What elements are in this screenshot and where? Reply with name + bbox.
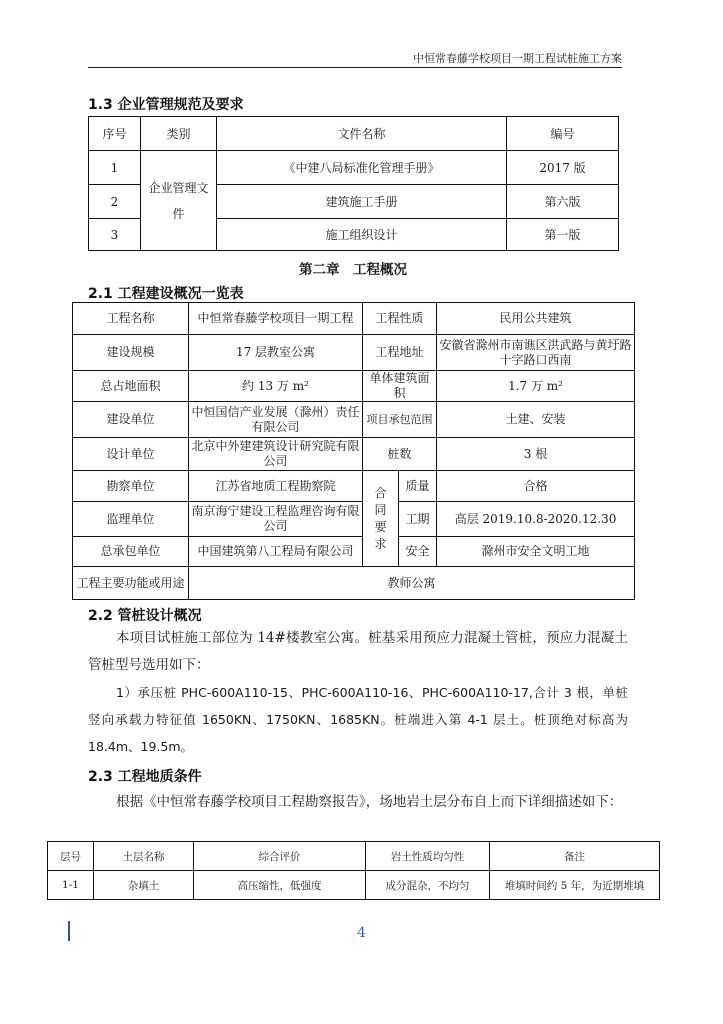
col-header: 备注 [490,842,660,871]
col-header: 土层名称 [94,842,194,871]
doc-code: 第一版 [507,219,619,251]
table-header-row [48,842,660,871]
value-cell: 中国建筑第八工程局有限公司 [189,537,363,567]
layer-no: 1-1 [48,871,94,900]
category-cell: 企业管理文件 [141,151,217,251]
table-row [73,438,635,471]
label-cell: 勘察单位 [73,471,189,502]
label-cell: 工程主要功能或用途 [73,567,189,600]
col-header: 岩土性质均匀性 [366,842,490,871]
label-cell: 总承包单位 [73,537,189,567]
value-cell: 合格 [437,471,635,502]
chapter-title: 第二章 工程概况 [299,262,407,278]
value-cell: 1.7 万 m² [437,371,635,402]
value-cell: 北京中外建建筑设计研究院有限公司 [189,438,363,471]
doc-code: 第六版 [507,185,619,219]
row-number: 3 [89,219,141,251]
section-2-3-title: 2.3 工程地质条件 [88,769,202,785]
value-cell: 安徽省滁州市南谯区洪武路与黄圩路十字路口西南 [437,335,635,371]
col-header: 综合评价 [194,842,366,871]
contract-req-cell: 合同要求 [363,471,399,567]
soil-name: 杂填土 [94,871,194,900]
section-2-2-title: 2.2 管桩设计概况 [88,608,202,624]
table-row [73,502,635,537]
paragraph: 根据《中恒常春藤学校项目工程勘察报告》，场地岩土层分布自上而下详细描述如下： [116,794,623,810]
value-cell: 江苏省地质工程勘察院 [189,471,363,502]
label-cell: 工程性质 [363,303,437,335]
label-cell: 桩数 [363,438,437,471]
label-cell: 监理单位 [73,502,189,537]
table-row [48,871,660,900]
label-cell: 设计单位 [73,438,189,471]
label-cell: 工程名称 [73,303,189,335]
uniformity: 成分混杂，不均匀 [366,871,490,900]
value-cell: 中恒国信产业发展（滁州）责任有限公司 [189,402,363,438]
value-cell: 17 层教室公寓 [189,335,363,371]
table-row [73,335,635,371]
table-row [89,151,619,185]
page-number: 4 [357,925,366,941]
doc-name: 施工组织设计 [217,219,507,251]
table-row [73,471,635,502]
col-header: 编号 [507,117,619,151]
evaluation: 高压缩性，低强度 [194,871,366,900]
table-row [73,402,635,438]
label-cell: 建设单位 [73,402,189,438]
label-cell: 项目承包范围 [363,402,437,438]
project-overview-table [72,302,635,600]
value-cell: 教师公寓 [189,567,635,600]
table-row [73,371,635,402]
table-header-row [89,117,619,151]
label-cell: 建设规模 [73,335,189,371]
paragraph: 1）承压桩 PHC-600A110-15、PHC-600A110-16、PHC-600A110-17,合计 3 根，单桩竖向承载力特征值 1650KN、1750KN、1685KN。桩端进入第 4-1 层土。桩顶绝对标高为 18.4m、19.5m。 [88,685,628,754]
remark: 堆填时间约 5 年，为近期堆填 [490,871,660,900]
doc-code: 2017 版 [507,151,619,185]
paragraph: 本项目试桩施工部位为 14#楼教室公寓。桩基采用预应力混凝土管桩，预应力混凝土管桩型号选用如下： [88,630,628,673]
row-number: 2 [89,185,141,219]
management-docs-table [88,116,619,251]
label-cell: 工期 [399,502,437,537]
table-row [73,537,635,567]
value-cell: 约 13 万 m² [189,371,363,402]
section-2-1-title: 2.1 工程建设概况一览表 [88,286,244,302]
value-cell: 高层 2019.10.8-2020.12.30 [437,502,635,537]
value-cell: 滁州市安全文明工地 [437,537,635,567]
col-header: 序号 [89,117,141,151]
label-cell: 质量 [399,471,437,502]
label-cell: 工程地址 [363,335,437,371]
table-row [73,567,635,600]
doc-name: 《中建八局标准化管理手册》 [217,151,507,185]
header-title: 中恒常春藤学校项目一期工程试桩施工方案 [413,52,622,65]
col-header: 类别 [141,117,217,151]
value-cell: 南京海宁建设工程监理咨询有限公司 [189,502,363,537]
table-row [73,303,635,335]
col-header: 文件名称 [217,117,507,151]
label-cell: 单体建筑面积 [363,371,437,402]
row-number: 1 [89,151,141,185]
col-header: 层号 [48,842,94,871]
geology-table [47,841,660,900]
label-cell: 安全 [399,537,437,567]
label-cell: 总占地面积 [73,371,189,402]
value-cell: 民用公共建筑 [437,303,635,335]
section-1-3-title: 1.3 企业管理规范及要求 [88,97,244,113]
value-cell: 3 根 [437,438,635,471]
doc-name: 建筑施工手册 [217,185,507,219]
page-header [88,50,622,68]
value-cell: 中恒常春藤学校项目一期工程 [189,303,363,335]
value-cell: 土建、安装 [437,402,635,438]
